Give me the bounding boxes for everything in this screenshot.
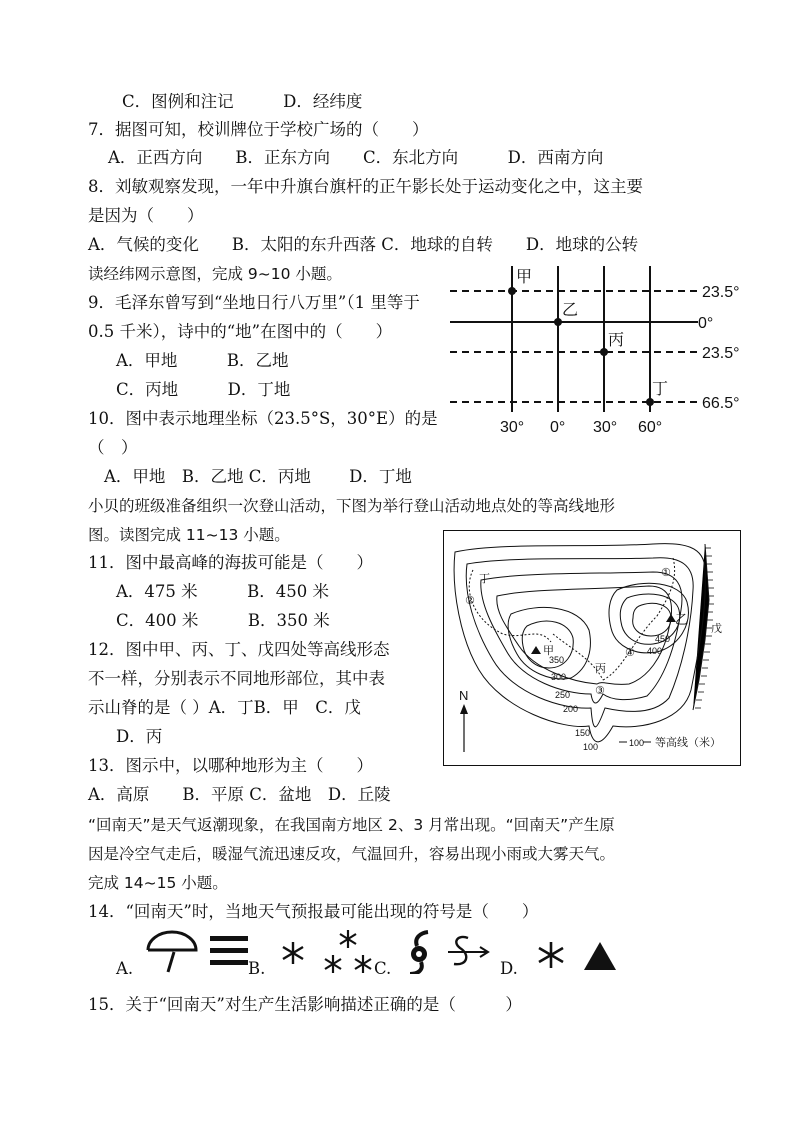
label-ding: 丁 [652, 381, 669, 398]
lat-label-4: 66.5° [702, 395, 740, 412]
circled-4: ④ [625, 647, 635, 659]
q8-options: A．气候的变化 B．太阳的东升西落 C．地球的自转 D．地球的公转 [88, 235, 639, 254]
point-yi [554, 318, 562, 326]
label-300: 300 [551, 672, 567, 682]
lon-label-1: 30° [500, 419, 525, 436]
point-ding [646, 398, 654, 406]
q10-paren: （ ） [88, 438, 138, 457]
label-200: 200 [563, 704, 579, 714]
place-wu: 戊 [711, 623, 722, 635]
q8-stem-1: 8．刘敏观察发现，一年中升旗台旗杆的正午影长处于运动变化之中，这主要 [88, 177, 643, 196]
q14-option-b-label: B. [248, 959, 266, 978]
place-jia: 甲 [543, 645, 554, 657]
q11-options-ab: A．475 米 B．450 米 [116, 582, 330, 601]
intro-14-15-1: “回南天”是天气返潮现象，在我国南方地区 2、3 月常出现。“回南天”产生原 [88, 816, 615, 834]
q7-stem: 7．据图可知，校训牌位于学校广场的（ ） [88, 120, 429, 139]
circled-1: ① [661, 567, 671, 579]
q6-options-cd: C．图例和注记 D．经纬度 [122, 92, 363, 111]
q10-stem: 10．图中表示地理坐标（23.5°S，30°E）的是 [88, 409, 438, 428]
q9-stem-1: 9．毛泽东曾写到“坐地日行八万里”（1 里等于 [88, 293, 420, 312]
typhoon-icon [404, 930, 434, 974]
intro-11-13-1: 小贝的班级准备组织一次登山活动，下图为举行登山活动地点处的等高线地形 [88, 497, 616, 515]
place-ding: 丁 [479, 573, 490, 585]
label-350: 350 [549, 655, 565, 665]
q15-stem: 15．关于“回南天”对生产生活影响描述正确的是（ ） [88, 995, 522, 1014]
label-jia: 甲 [516, 269, 533, 286]
q9-stem-2: 0.5 千米），诗中的“地”在图中的（ ） [88, 322, 393, 341]
q9-options-cd: C．丙地 D．丁地 [116, 380, 291, 399]
cloud-rain-icon [144, 930, 200, 976]
q11-stem: 11．图中最高峰的海拔可能是（ ） [88, 553, 373, 572]
lon-label-3: 30° [593, 419, 618, 436]
q11-options-cd: C．400 米 B．350 米 [116, 611, 330, 630]
label-250: 250 [555, 690, 571, 700]
q12-stem-3: 示山脊的是（ ）A．丁B．甲 C．戊 [88, 698, 361, 717]
circled-2: ② [465, 595, 475, 607]
label-450: 450 [655, 634, 671, 644]
legend-text: 等高线（米） [655, 737, 721, 749]
heavy-snow-icon [322, 928, 374, 976]
intro-14-15-3: 完成 14~15 小题。 [88, 874, 228, 892]
snow-icon [536, 940, 566, 970]
q10-options: A．甲地 B．乙地 C．丙地 D．丁地 [104, 467, 412, 486]
lon-label-2: 0° [550, 419, 566, 436]
fog-icon [210, 934, 248, 968]
lat-label-1: 23.5° [702, 284, 740, 301]
place-yi: 乙 [675, 612, 689, 627]
intro-9-10: 读经纬网示意图，完成 9~10 小题。 [88, 265, 342, 283]
sandstorm-icon [444, 932, 492, 972]
north-label: N [459, 688, 469, 703]
q7-options: A．正西方向 B．正东方向 C．东北方向 D．西南方向 [108, 148, 604, 167]
q12-stem-2: 不一样，分别表示不同地形部位，其中表 [88, 669, 385, 688]
circled-3: ③ [595, 685, 605, 697]
label-150: 150 [575, 728, 591, 738]
q9-options-ab: A．甲地 B．乙地 [116, 351, 289, 370]
label-400: 400 [647, 646, 663, 656]
intro-11-13-2: 图。读图完成 11~13 小题。 [88, 526, 290, 544]
point-bing [600, 348, 608, 356]
lat-label-3: 23.5° [702, 345, 740, 362]
q13-stem: 13．图示中，以哪种地形为主（ ） [88, 756, 373, 775]
place-bing: 丙 [595, 663, 606, 675]
q13-options: A．高原 B．平原 C．盆地 D．丘陵 [88, 785, 391, 804]
intro-14-15-2: 因是冷空气走后，暖湿气流迅速反攻，气温回升，容易出现小雨或大雾天气。 [88, 845, 616, 863]
q12-option-d: D．丙 [116, 727, 163, 746]
q14-option-d-label: D. [500, 959, 518, 978]
lat-lon-grid-map [440, 262, 750, 440]
legend-value: 100 [629, 738, 645, 748]
lat-label-2: 0° [698, 315, 714, 332]
q12-stem-1: 12．图中甲、丙、丁、戊四处等高线形态 [88, 640, 390, 659]
label-yi: 乙 [562, 302, 579, 319]
q14-stem: 14．“回南天”时，当地天气预报最可能出现的符号是（ ） [88, 902, 539, 921]
lon-label-4: 60° [638, 419, 663, 436]
light-snow-icon [280, 940, 306, 966]
q8-stem-2: 是因为（ ） [88, 206, 204, 225]
q14-option-a-label: A. [116, 959, 134, 978]
hail-icon [582, 940, 618, 972]
point-jia [508, 287, 516, 295]
label-bing: 丙 [608, 332, 625, 349]
q14-option-c-label: C. [374, 959, 392, 978]
contour-map [443, 530, 741, 766]
label-100: 100 [583, 742, 599, 752]
